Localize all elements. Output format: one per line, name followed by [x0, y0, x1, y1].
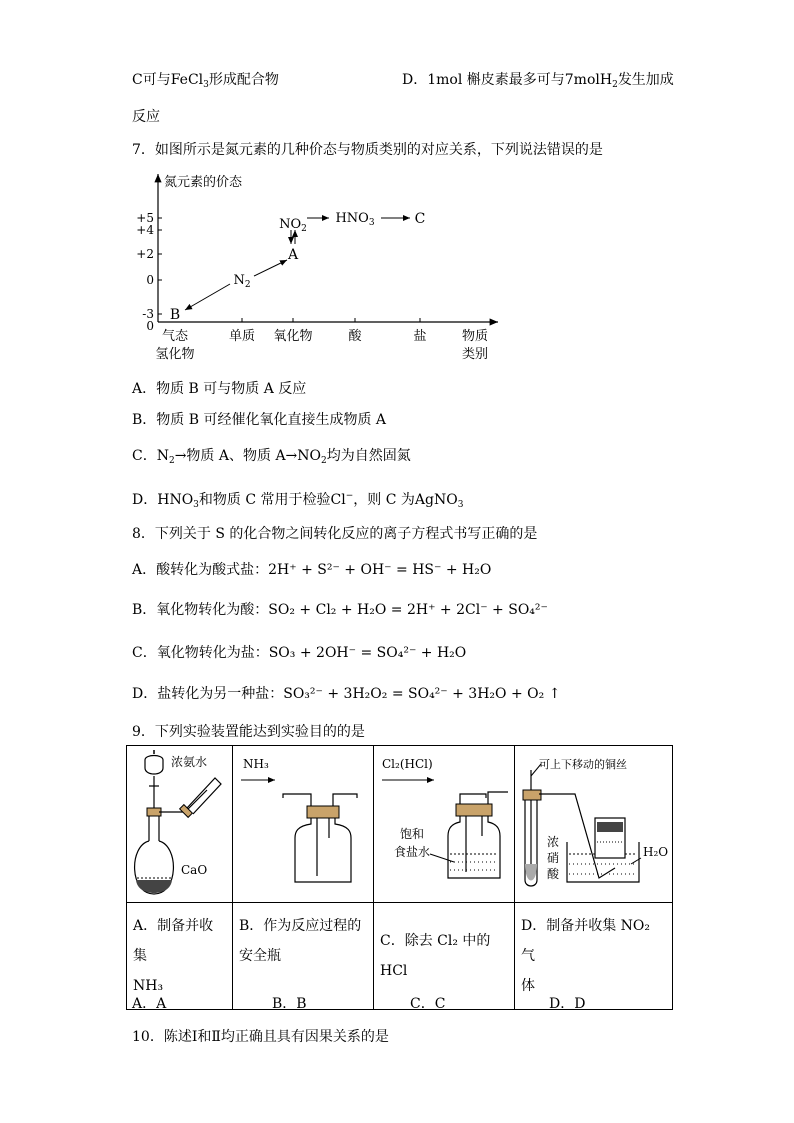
q9-apparatus-table	[126, 745, 673, 1010]
q10-stem: 10．陈述Ⅰ和Ⅱ均正确且具有因果关系的是	[132, 1029, 389, 1045]
fig-a-label-top: 浓氨水	[171, 755, 208, 769]
q6-option-c: C可与FeCl$_3$形成配合物	[132, 72, 279, 90]
arrow-N2-A	[254, 260, 287, 276]
apparatus-c-cell	[374, 746, 515, 903]
fig-d-label-acid2: 硝	[547, 851, 560, 865]
caption-c: C．除去 Cl₂ 中的 HCl	[374, 903, 515, 1010]
x-tick-label: 盐	[413, 329, 427, 344]
caption-a: A．制备并收集 NH₃	[127, 903, 233, 1010]
fig-d-label-acid3: 酸	[547, 867, 560, 881]
point-label-C: C	[414, 211, 426, 227]
fig-d-label-top: 可上下移动的铜丝	[539, 758, 627, 771]
x-tick-label: 类别	[461, 347, 489, 362]
q9-stem: 9．下列实验装置能达到实验目的的是	[132, 724, 365, 740]
q7-stem: 7．如图所示是氮元素的几种价态与物质类别的对应关系，下列说法错误的是	[132, 142, 603, 158]
q9-answer-d: D．D	[549, 996, 586, 1012]
y-tick-label: 0	[146, 319, 154, 333]
apparatus-a-flask	[127, 746, 232, 898]
q8-stem: 8．下列关于 S 的化合物之间转化反应的离子方程式书写正确的是	[132, 526, 538, 542]
y-tick-label: +5	[136, 211, 154, 225]
x-tick-label: 酸	[348, 329, 362, 344]
q7-option-d: D．$HNO_3$和物质 C 常用于检验Cl−，则 C 为AgNO$_3$	[132, 491, 464, 510]
apparatus-a-cell	[127, 746, 233, 903]
x-tick-label: 氢化物	[155, 347, 195, 362]
fig-d-label-water: H₂O	[643, 845, 669, 859]
q6-option-d: D．1mol 槲皮素最多可与7molH$_2$发生加成	[402, 72, 674, 90]
y-tick-label: -3	[142, 307, 154, 321]
x-tick-label: 物质	[461, 329, 489, 344]
q7-option-c: C．$N_2\to$物质 A、物质 $A\to NO_2$均为自然固氮	[132, 448, 411, 466]
q8-option-b: B．氧化物转化为酸：SO₂ + Cl₂ + H₂O = 2H⁺ + 2Cl⁻ + SO₄²⁻	[132, 602, 548, 618]
y-axis-label: 氮元素的价态	[164, 175, 243, 190]
fig-c-label-liquid2: 食盐水	[394, 845, 431, 859]
q9-answer-a: A．A	[132, 996, 167, 1012]
apparatus-b-bottle	[233, 746, 373, 898]
point-label-HNO3: $HNO_3$	[335, 211, 375, 228]
y-tick-label: 0	[146, 273, 154, 287]
apparatus-b-cell	[233, 746, 374, 903]
fig-c-label-liquid1: 饱和	[400, 827, 425, 841]
caption-b: B．作为反应过程的安全瓶	[233, 903, 374, 1010]
apparatus-d-copper	[515, 746, 672, 898]
apparatus-d-cell	[515, 746, 673, 903]
caption-d: D．制备并收集 NO₂ 气 体	[515, 903, 673, 1010]
fig-d-label-acid1: 浓	[547, 835, 560, 849]
x-tick-label: 氧化物	[273, 329, 313, 344]
y-tick-label: +4	[136, 223, 154, 237]
apparatus-c-washer	[374, 746, 514, 898]
point-label-A: A	[287, 247, 299, 263]
q7-option-b: B．物质 B 可经催化氧化直接生成物质 A	[132, 412, 387, 428]
q7-option-a: A．物质 B 可与物质 A 反应	[132, 381, 307, 397]
arrow-N2-B	[185, 284, 230, 310]
x-tick-label: 气态	[161, 329, 189, 344]
q8-option-d: D．盐转化为另一种盐：SO₃²⁻ + 3H₂O₂ = SO₄²⁻ + 3H₂O + O₂ ↑	[132, 686, 561, 702]
fig-c-label-gas: Cl₂(HCl)	[382, 757, 433, 771]
point-label-B: B	[169, 307, 181, 323]
fig-b-label: NH₃	[243, 757, 269, 771]
y-tick-label: +2	[136, 247, 154, 261]
nitrogen-valence-chart	[130, 168, 510, 373]
q8-option-c: C．氧化物转化为盐：SO₃ + 2OH⁻ = SO₄²⁻ + H₂O	[132, 645, 467, 661]
q9-answer-c: C．C	[410, 996, 446, 1012]
q9-answer-b: B．B	[272, 996, 307, 1012]
q6-continuation: 反应	[132, 109, 160, 125]
fig-a-label-bottom: CaO	[181, 863, 208, 877]
q8-option-a: A．酸转化为酸式盐：2H⁺ + S²⁻ + OH⁻ = HS⁻ + H₂O	[132, 562, 492, 578]
point-label-N2: $N_2$	[233, 273, 251, 290]
x-tick-label: 单质	[228, 329, 256, 344]
point-label-NO2: $NO_2$	[279, 217, 307, 234]
